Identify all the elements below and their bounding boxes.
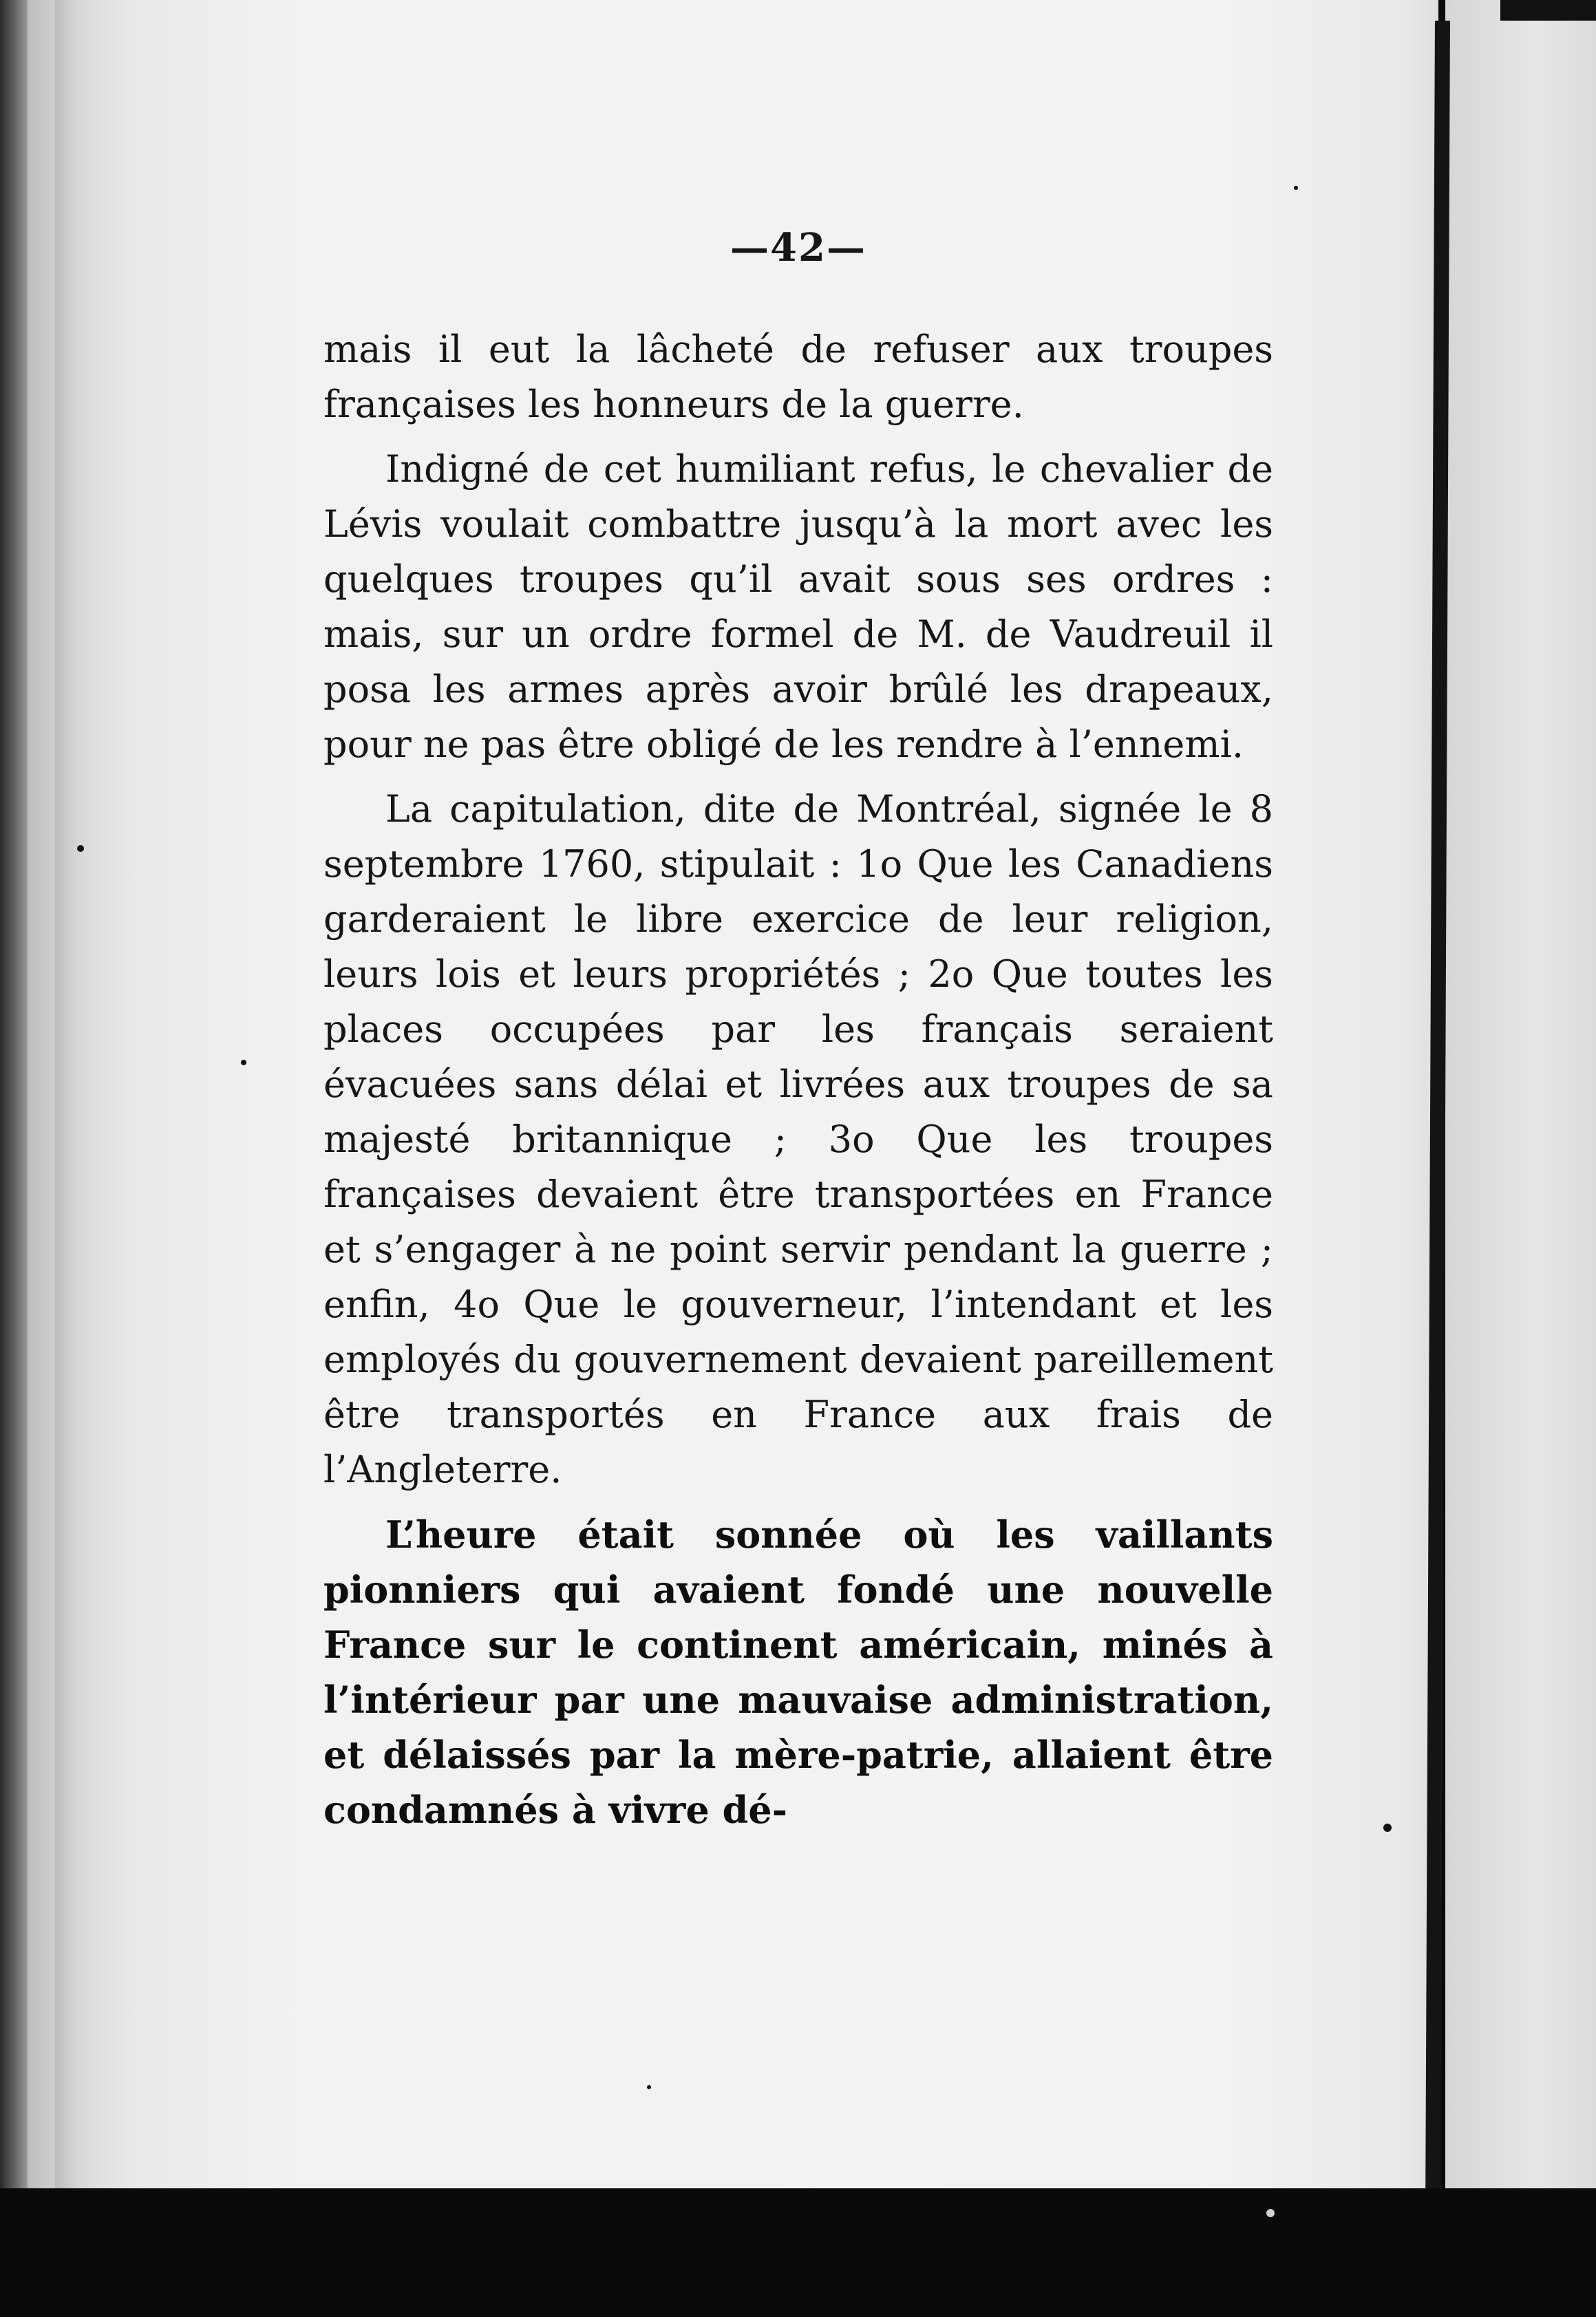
paragraph-3: La capitulation, dite de Montréal, signée le 8 septembre 1760, stipulait : 1o Que les Canadiens garderaient le libre exercice de leur religion, leurs lois et leurs propriétés ; 2o Que toutes les places occupées par les français seraient évacuées sans délai et livrées aux troupes de sa majesté britannique ; 3o Que les troupes françaises devaient être transportées en France et s’engager à ne point servir pendant la guerre ; enfin, 4o Que le gouverneur, l’intendant et les employés du gouvernement devaient pareillement être transportés en France aux frais de l’Angleterre.: [323, 787, 1273, 1491]
dust-speck: [1266, 2209, 1275, 2217]
next-page-edge: [1445, 0, 1596, 2209]
paragraph-2: Indigné de cet humiliant refus, le chevalier de Lévis voulait combattre jusqu’à la mort avec les quelques troupes qu’il avait sous ses ordres : mais, sur un ordre formel de M. de Vaudreuil il posa les armes après avoir brûlé les drapeaux, pour ne pas être obligé de les rendre à l’ennemi.: [323, 447, 1273, 766]
page-number: —42—: [730, 225, 866, 270]
dust-speck: [1294, 186, 1298, 190]
gutter-shadow: [55, 0, 103, 2192]
paragraph-4: L’heure était sonnée où les vaillants pionniers qui avaient fondé une nouvelle France sur le continent américain, minés à l’intérieur par une mauvaise administration, et délaissés par la mère-patrie, allaient être condamnés à vivre dé-: [323, 1513, 1273, 1832]
dust-speck: [77, 845, 84, 852]
dust-speck: [1383, 1824, 1392, 1832]
dust-speck: [647, 2085, 651, 2089]
left-binding-edge: [0, 0, 28, 2195]
bottom-scan-border: [0, 2188, 1596, 2317]
dust-speck: [241, 1060, 246, 1065]
top-corner-shadow: [1500, 0, 1596, 21]
paragraph-1: mais il eut la lâcheté de refuser aux troupes françaises les honneurs de la guerre.: [323, 328, 1273, 426]
text-block: [323, 206, 1273, 1847]
